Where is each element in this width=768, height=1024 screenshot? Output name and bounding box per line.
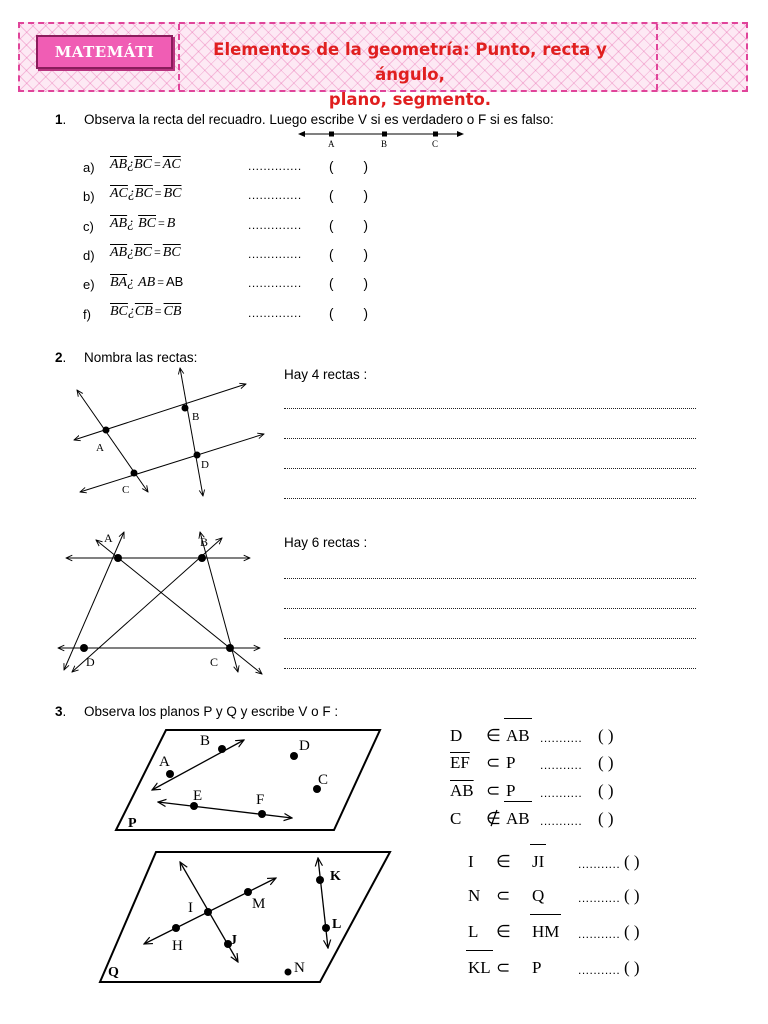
- point-f: [258, 810, 266, 818]
- segment-2: $\overline{BC}$: [138, 216, 156, 231]
- statement-set: [506, 809, 530, 829]
- item-label: c): [83, 219, 94, 234]
- point-b: [182, 405, 189, 412]
- label-d: D: [201, 459, 209, 471]
- item-formula: [110, 186, 181, 202]
- question-number: 2: [55, 350, 63, 365]
- answer-dots[interactable]: ..............: [248, 247, 302, 261]
- relation-symbol: ⊂: [486, 753, 501, 772]
- question-1: 1. Observa la recta del recuadro. Luego escribe V si es verdadero o F si es falso:: [55, 112, 554, 127]
- answer-dots[interactable]: ...........: [578, 927, 621, 941]
- figure-four-lines: [60, 362, 275, 502]
- line-cd: [80, 434, 264, 492]
- statement-set: [532, 922, 559, 942]
- point-m: [244, 888, 252, 896]
- plane-p-figure: [112, 722, 384, 834]
- item-formula: [110, 304, 181, 320]
- statement-element-text: $\overline{AB}$: [450, 781, 474, 800]
- statement-set: [506, 753, 515, 773]
- equals: =: [154, 186, 162, 200]
- answer-paren[interactable]: ( ): [598, 753, 614, 772]
- statement-element-text: D: [450, 726, 463, 745]
- result: $\overline{CB}$: [163, 304, 182, 319]
- point-a: [329, 132, 334, 137]
- answer-dots[interactable]: ..............: [248, 276, 302, 290]
- point-b: [218, 745, 226, 753]
- statement-element: [468, 886, 480, 906]
- answer-line[interactable]: [284, 668, 696, 669]
- point-d: [194, 452, 201, 459]
- label-c: C: [318, 772, 329, 788]
- point-n: [285, 969, 292, 976]
- statement-element-text: I: [468, 852, 474, 871]
- answer-paren[interactable]: ( ): [624, 958, 640, 977]
- relation-symbol: ∈: [486, 726, 501, 745]
- segment-1: $\overline{AB}$: [110, 216, 128, 231]
- title-line-1: Elementos de la geometría: Punto, recta y ángulo,: [213, 40, 607, 84]
- answer-dots[interactable]: ...........: [578, 857, 621, 871]
- answer-paren[interactable]: ( ): [329, 159, 368, 174]
- double-arrow-icon: [504, 718, 532, 725]
- equals: =: [154, 245, 161, 259]
- answer-dots[interactable]: ...........: [540, 786, 583, 800]
- relation-symbol: ⊂: [486, 781, 501, 800]
- question-text: Nombra las rectas:: [84, 350, 198, 365]
- line-ad: [64, 532, 124, 670]
- item-label: a): [83, 160, 95, 175]
- subject-badge: MATEMÁTI: [36, 35, 173, 69]
- statement-element-text: C: [450, 809, 462, 828]
- item-formula: [110, 274, 183, 291]
- answer-paren[interactable]: ( ): [598, 809, 614, 828]
- statement-set-text: AB: [506, 726, 530, 745]
- statement-element: [450, 726, 462, 746]
- answer-paren[interactable]: ( ): [329, 306, 368, 321]
- statement-element: [450, 753, 470, 773]
- statement-set: [506, 726, 530, 746]
- header-divider-right: [656, 24, 658, 90]
- plane-q-figure: [98, 848, 394, 988]
- label-m: M: [252, 896, 266, 912]
- statement-element: [468, 852, 474, 872]
- result: AB: [166, 274, 184, 289]
- answer-dots[interactable]: ..............: [248, 306, 302, 320]
- point-c: [131, 470, 138, 477]
- answer-dots[interactable]: ...........: [540, 731, 583, 745]
- label-b: B: [200, 733, 211, 749]
- line-ab: [74, 384, 246, 440]
- page-title: [180, 37, 640, 112]
- item-formula: [110, 216, 175, 232]
- figure-six-lines: [52, 526, 274, 678]
- arrow-right-icon: [457, 131, 464, 137]
- label-a: A: [96, 442, 104, 454]
- statement-set: [532, 886, 544, 906]
- answer-line[interactable]: [284, 638, 696, 639]
- equals: =: [157, 275, 164, 289]
- statement-set-text: AB: [506, 809, 530, 828]
- segment-2: $\overline{BC}$: [134, 245, 152, 260]
- label-a: A: [159, 754, 170, 770]
- statement-set-text: Q: [532, 886, 545, 905]
- segment-1: $\overline{AC}$: [110, 186, 128, 201]
- statement-set-text: P: [532, 958, 542, 977]
- answer-dots[interactable]: ..............: [248, 159, 302, 173]
- equals: =: [158, 216, 165, 230]
- item-label: b): [83, 189, 95, 204]
- plane-q: [100, 852, 390, 982]
- point-b: [382, 132, 387, 137]
- result: $\overline{AC}$: [162, 157, 181, 172]
- statement-set: [506, 781, 515, 801]
- answer-paren[interactable]: ( ): [329, 188, 368, 203]
- point-a: [103, 427, 110, 434]
- statement-set-text: P: [506, 753, 516, 772]
- line-notation: [506, 726, 530, 746]
- statement-element-text: L: [468, 922, 479, 941]
- label-b: B: [192, 411, 200, 423]
- label-d: D: [299, 738, 310, 754]
- question-number: 3: [55, 704, 63, 719]
- answer-dots[interactable]: ...........: [578, 891, 621, 905]
- line-ef: [158, 802, 292, 818]
- number-line-abc: [296, 126, 466, 150]
- segment-1: $\overline{AB}$: [110, 157, 128, 172]
- point-c: [226, 644, 234, 652]
- statement-set: [532, 852, 544, 872]
- result: $\overline{BC}$: [163, 186, 182, 201]
- answer-paren[interactable]: ( ): [624, 922, 640, 941]
- relation-symbol: ∈: [496, 852, 511, 871]
- point-l: [322, 924, 330, 932]
- question-number: 1: [55, 112, 63, 127]
- segment-1: $\overline{BC}$: [110, 304, 128, 319]
- operator: ¿: [127, 216, 135, 231]
- segment-2: AB: [138, 275, 156, 290]
- label-a: A: [328, 139, 335, 149]
- double-arrow-icon: [504, 801, 532, 808]
- answer-line[interactable]: [284, 408, 696, 409]
- statement-set-text: P: [506, 781, 516, 800]
- answer-paren[interactable]: ( ): [598, 726, 614, 745]
- label-b: B: [381, 139, 388, 149]
- point-c: [433, 132, 438, 137]
- title-line-2: plano, segmento.: [328, 90, 492, 109]
- answer-paren[interactable]: ( ): [624, 886, 640, 905]
- statement-element: [468, 958, 491, 978]
- label-plane-q: Q: [108, 965, 119, 980]
- operator: ¿: [127, 186, 135, 201]
- segment-1: $\overline{AB}$: [110, 245, 128, 260]
- plane-p: [116, 730, 380, 830]
- answer-paren[interactable]: ( ): [598, 781, 614, 800]
- answer-paren[interactable]: ( ): [329, 247, 368, 262]
- answer-line[interactable]: [284, 498, 696, 499]
- line-notation: [506, 809, 530, 829]
- statement-set: [532, 958, 541, 978]
- result: $\overline{BC}$: [162, 245, 181, 260]
- point-h: [172, 924, 180, 932]
- question-2: 2. Nombra las rectas:: [55, 350, 198, 365]
- point-a: [166, 770, 174, 778]
- rectas-count-label-1: Hay 4 rectas :: [284, 367, 368, 382]
- item-formula: [110, 245, 181, 261]
- label-k: K: [330, 869, 341, 884]
- line-kl: [318, 858, 328, 948]
- item-label: e): [83, 277, 95, 292]
- point-i: [204, 908, 212, 916]
- label-d: D: [86, 655, 95, 669]
- statement-element-text: $\overline{EF}$: [450, 753, 470, 772]
- point-b: [198, 554, 206, 562]
- label-c: C: [122, 484, 130, 496]
- statement-set-text: HM: [532, 922, 560, 941]
- segment-2: $\overline{CB}$: [134, 304, 153, 319]
- double-arrow-icon: [466, 950, 493, 957]
- rectas-count-label-2: Hay 6 rectas :: [284, 535, 368, 550]
- segment-2: $\overline{BC}$: [134, 157, 152, 172]
- relation-symbol: ⊂: [496, 886, 511, 905]
- answer-paren[interactable]: ( ): [624, 852, 640, 871]
- operator: ¿: [127, 157, 135, 172]
- label-a: A: [104, 531, 113, 545]
- answer-line[interactable]: [284, 578, 696, 579]
- label-i: I: [188, 900, 193, 916]
- label-h: H: [172, 938, 183, 954]
- line-bd: [180, 368, 203, 496]
- answer-dots[interactable]: ...........: [540, 814, 583, 828]
- point-k: [316, 876, 324, 884]
- item-label: f): [83, 307, 91, 322]
- equals: =: [154, 157, 161, 171]
- label-l: L: [332, 917, 342, 932]
- label-b: B: [200, 535, 209, 549]
- operator: ¿: [127, 275, 135, 290]
- answer-paren[interactable]: ( ): [329, 276, 368, 291]
- line-notation: [532, 922, 559, 942]
- item-label: d): [83, 248, 95, 263]
- label-j: J: [230, 933, 237, 948]
- question-text: Observa los planos P y Q y escribe V o F :: [84, 704, 339, 719]
- segment-1: $\overline{BA}$: [110, 275, 128, 290]
- label-plane-p: P: [128, 816, 137, 831]
- line-ac: [77, 390, 148, 492]
- question-3: 3. Observa los planos P y Q y escribe V o F :: [55, 704, 339, 719]
- equals: =: [154, 304, 162, 318]
- statement-element: [450, 809, 461, 829]
- segment-2: $\overline{BC}$: [134, 186, 153, 201]
- label-n: N: [294, 960, 305, 976]
- item-formula: [110, 157, 181, 173]
- arrow-left-icon: [298, 131, 305, 137]
- relation-symbol: ∉: [486, 809, 501, 828]
- answer-dots[interactable]: ...........: [578, 963, 621, 977]
- label-c: C: [432, 139, 439, 149]
- double-arrow-icon: [530, 914, 561, 921]
- statement-set-text: JI: [532, 852, 545, 871]
- point-d: [80, 644, 88, 652]
- answer-dots[interactable]: ...........: [540, 758, 583, 772]
- double-arrow-icon: [530, 844, 546, 851]
- statement-element-text: N: [468, 886, 481, 905]
- answer-dots[interactable]: ..............: [248, 218, 302, 232]
- answer-line[interactable]: [284, 438, 696, 439]
- answer-paren[interactable]: ( ): [329, 218, 368, 233]
- label-e: E: [193, 788, 203, 804]
- statement-element: [450, 781, 474, 801]
- line-notation: [468, 958, 491, 978]
- label-c: C: [210, 655, 219, 669]
- statement-element-text: KL: [468, 958, 491, 977]
- answer-line[interactable]: [284, 608, 696, 609]
- operator: ¿: [127, 304, 135, 319]
- answer-dots[interactable]: ..............: [248, 188, 302, 202]
- relation-symbol: ∈: [496, 922, 511, 941]
- operator: ¿: [127, 245, 135, 260]
- point-d: [290, 752, 298, 760]
- result: B: [166, 216, 176, 231]
- statement-element: [468, 922, 478, 942]
- point-a: [114, 554, 122, 562]
- label-f: F: [256, 792, 265, 808]
- relation-symbol: ⊂: [496, 958, 511, 977]
- line-notation: [532, 852, 544, 872]
- question-text: Observa la recta del recuadro. Luego escribe V si es verdadero o F si es falso:: [84, 112, 554, 127]
- answer-line[interactable]: [284, 468, 696, 469]
